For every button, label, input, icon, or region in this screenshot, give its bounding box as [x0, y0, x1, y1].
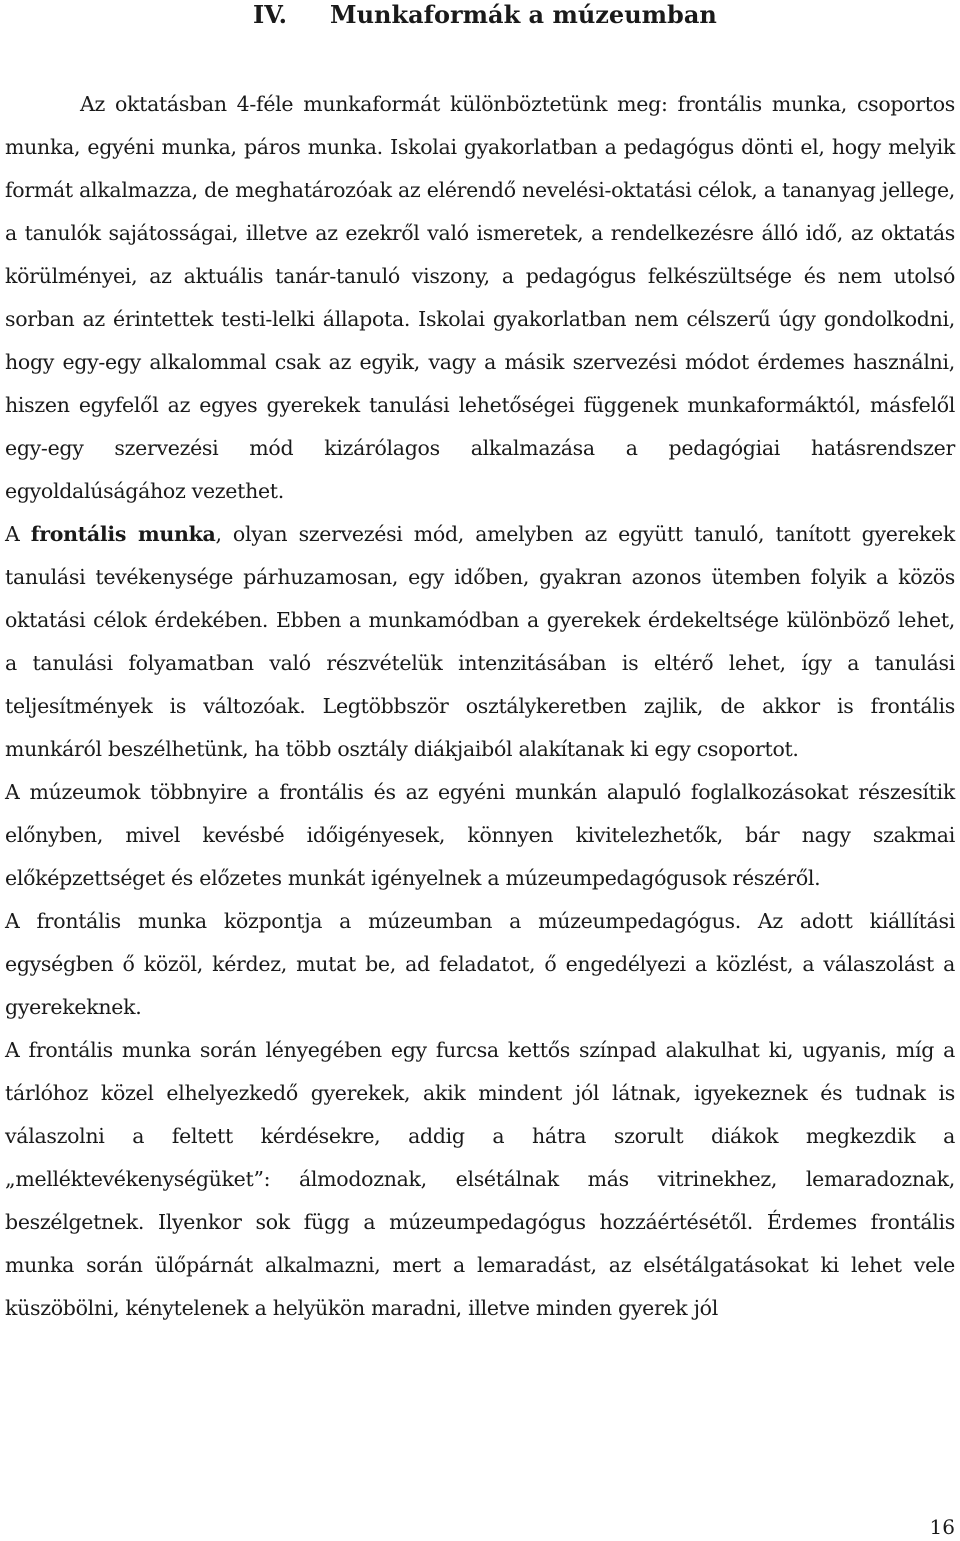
paragraph-text: , olyan szervezési mód, amelyben az együtt tanuló, tanított gyerekek tanulási tevékenysége párhuzamosan, egy időben, gyakran azonos ütemben folyik a közös oktatási célok érdekében. Ebben a munkamódban a gyerekek érdekeltsége különböző lehet, a tanulási folyamatban való részvételük intenzitásában is eltérő lehet, így a tanulási teljesítmények is változóak. Legtöbbször osztálykeretben zajlik, de akkor is frontális munkáról beszélhetünk, ha több osztály diákjaiból alakítanak ki egy csoportot. [5, 522, 955, 761]
paragraph-intro: Az oktatásban 4-féle munkaformát különböztetünk meg: frontális munka, csoportos munka, egyéni munka, páros munka. Iskolai gyakorlatban a pedagógus dönti el, hogy melyik formát alkalmazza, de meghatározóak az elérendő nevelési-oktatási célok, a tananyag jellege, a tanulók sajátosságai, illetve az ezekről való ismeretek, a rendelkezésre álló idő, az oktatás körülményei, az aktuális tanár-tanuló viszony, a pedagógus felkészültsége és nem utolsó sorban az érintettek testi-lelki állapota. Iskolai gyakorlatban nem célszerű úgy gondolkodni, hogy egy-egy alkalommal csak az egyik, vagy a másik szervezési módot érdemes használni, hiszen egyfelől az egyes gyerekek tanulási lehetőségei függenek munkaformáktól, másfelől egy-egy szervezési mód kizárólagos alkalmazása a pedagógiai hatásrendszer egyoldalúságához vezethet. [5, 92, 955, 503]
paragraph-museum-educator: A frontális munka központja a múzeumban a múzeumpedagógus. Az adott kiállítási egységben ő közöl, kérdez, mutat be, ad feladatot, ő engedélyezi a közlést, a válaszolást a gyerekeknek. [5, 909, 955, 1019]
document-body [5, 83, 955, 1330]
chapter-heading [5, 0, 955, 30]
paragraph-frontal-definition [5, 513, 955, 771]
page-number: 16 [929, 1515, 955, 1539]
paragraph-museums: A múzeumok többnyire a frontális és az egyéni munkán alapuló foglalkozásokat részesítik előnyben, mivel kevésbé időigényesek, könnyen kivitelezhetők, bár nagy szakmai előképzettséget és előzetes munkát igényelnek a múzeumpedagógusok részéről. [5, 780, 955, 890]
chapter-number: IV. [253, 0, 288, 29]
paragraph-prefix: A [5, 522, 31, 546]
document-page [5, 0, 955, 1330]
paragraph-double-stage: A frontális munka során lényegében egy furcsa kettős színpad alakulhat ki, ugyanis, míg a tárlóhoz közel elhelyezkedő gyerekek, akik mindent jól látnak, igyekeznek és tudnak is válaszolni a feltett kérdésekre, addig a hátra szorult diákok megkezdik a „melléktevékenységüket”: álmodoznak, elsétálnak más vitrinekhez, lemaradoznak, beszélgetnek. Ilyenkor sok függ a múzeumpedagógus hozzáértésétől. Érdemes frontális munka során ülőpárnát alkalmazni, mert a lemaradást, az elsétálgatásokat ki lehet vele küszöbölni, kénytelenek a helyükön maradni, illetve minden gyerek jól [5, 1038, 955, 1320]
bold-term: frontális munka [30, 522, 216, 546]
chapter-title: Munkaformák a múzeumban [330, 0, 717, 29]
